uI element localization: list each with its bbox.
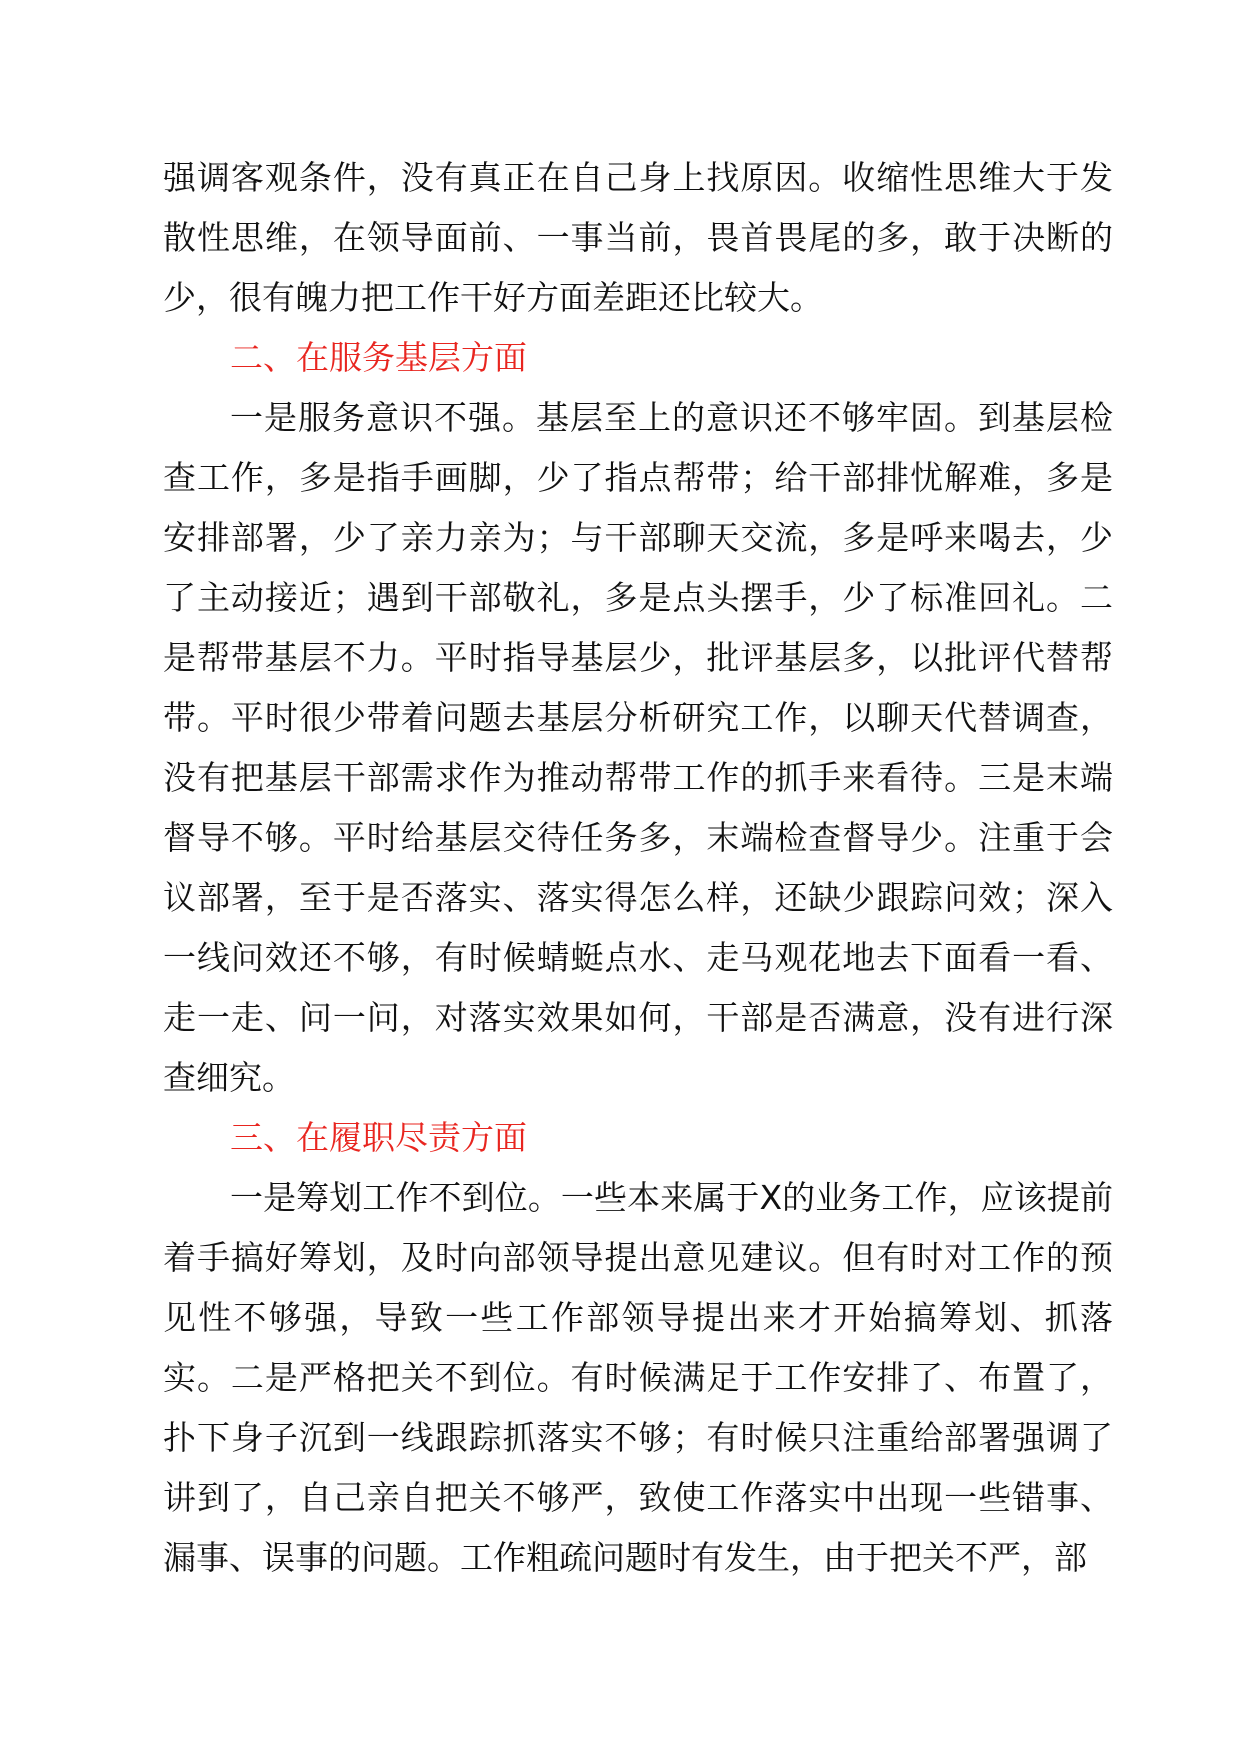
- section-heading-2: 二、在服务基层方面: [230, 338, 527, 377]
- paragraph-3: 一是筹划工作不到位。一些本来属于X的业务工作，应该提前着手搞好筹划，及时向部领导提出意见建议。但有时对工作的预见性不够强，导致一些工作部领导提出来才开始搞筹划、抓落实。二是严格把关不到位。有时候满足于工作安排了、布置了，扑下身子沉到一线跟踪抓落实不够；有时候只注重给部署强调了讲到了，自己亲自把关不够严，致使工作落实中出现一些错事、漏事、误事的问题。工作粗疏问题时有发生，由于把关不严，部: [163, 1178, 1113, 1577]
- paragraph-1: 强调客观条件，没有真正在自己身上找原因。收缩性思维大于发散性思维，在领导面前、一事当前，畏首畏尾的多，敢于决断的少，很有魄力把工作干好方面差距还比较大。: [163, 158, 1113, 317]
- section-heading-3: 三、在履职尽责方面: [230, 1118, 527, 1157]
- paragraph-2: 一是服务意识不强。基层至上的意识还不够牢固。到基层检查工作，多是指手画脚，少了指点帮带；给干部排忧解难，多是安排部署，少了亲力亲为；与干部聊天交流，多是呼来喝去，少了主动接近；遇到干部敬礼，多是点头摆手，少了标准回礼。二是帮带基层不力。平时指导基层少，批评基层多，以批评代替帮带。平时很少带着问题去基层分析研究工作，以聊天代替调查，没有把基层干部需求作为推动帮带工作的抓手来看待。三是末端督导不够。平时给基层交待任务多，末端检查督导少。注重于会议部署，至于是否落实、落实得怎么样，还缺少跟踪问效；深入一线问效还不够，有时候蜻蜓点水、走马观花地去下面看一看、走一走、问一问，对落实效果如何，干部是否满意，没有进行深查细究。: [163, 398, 1113, 1097]
- document-page: [163, 148, 1113, 1588]
